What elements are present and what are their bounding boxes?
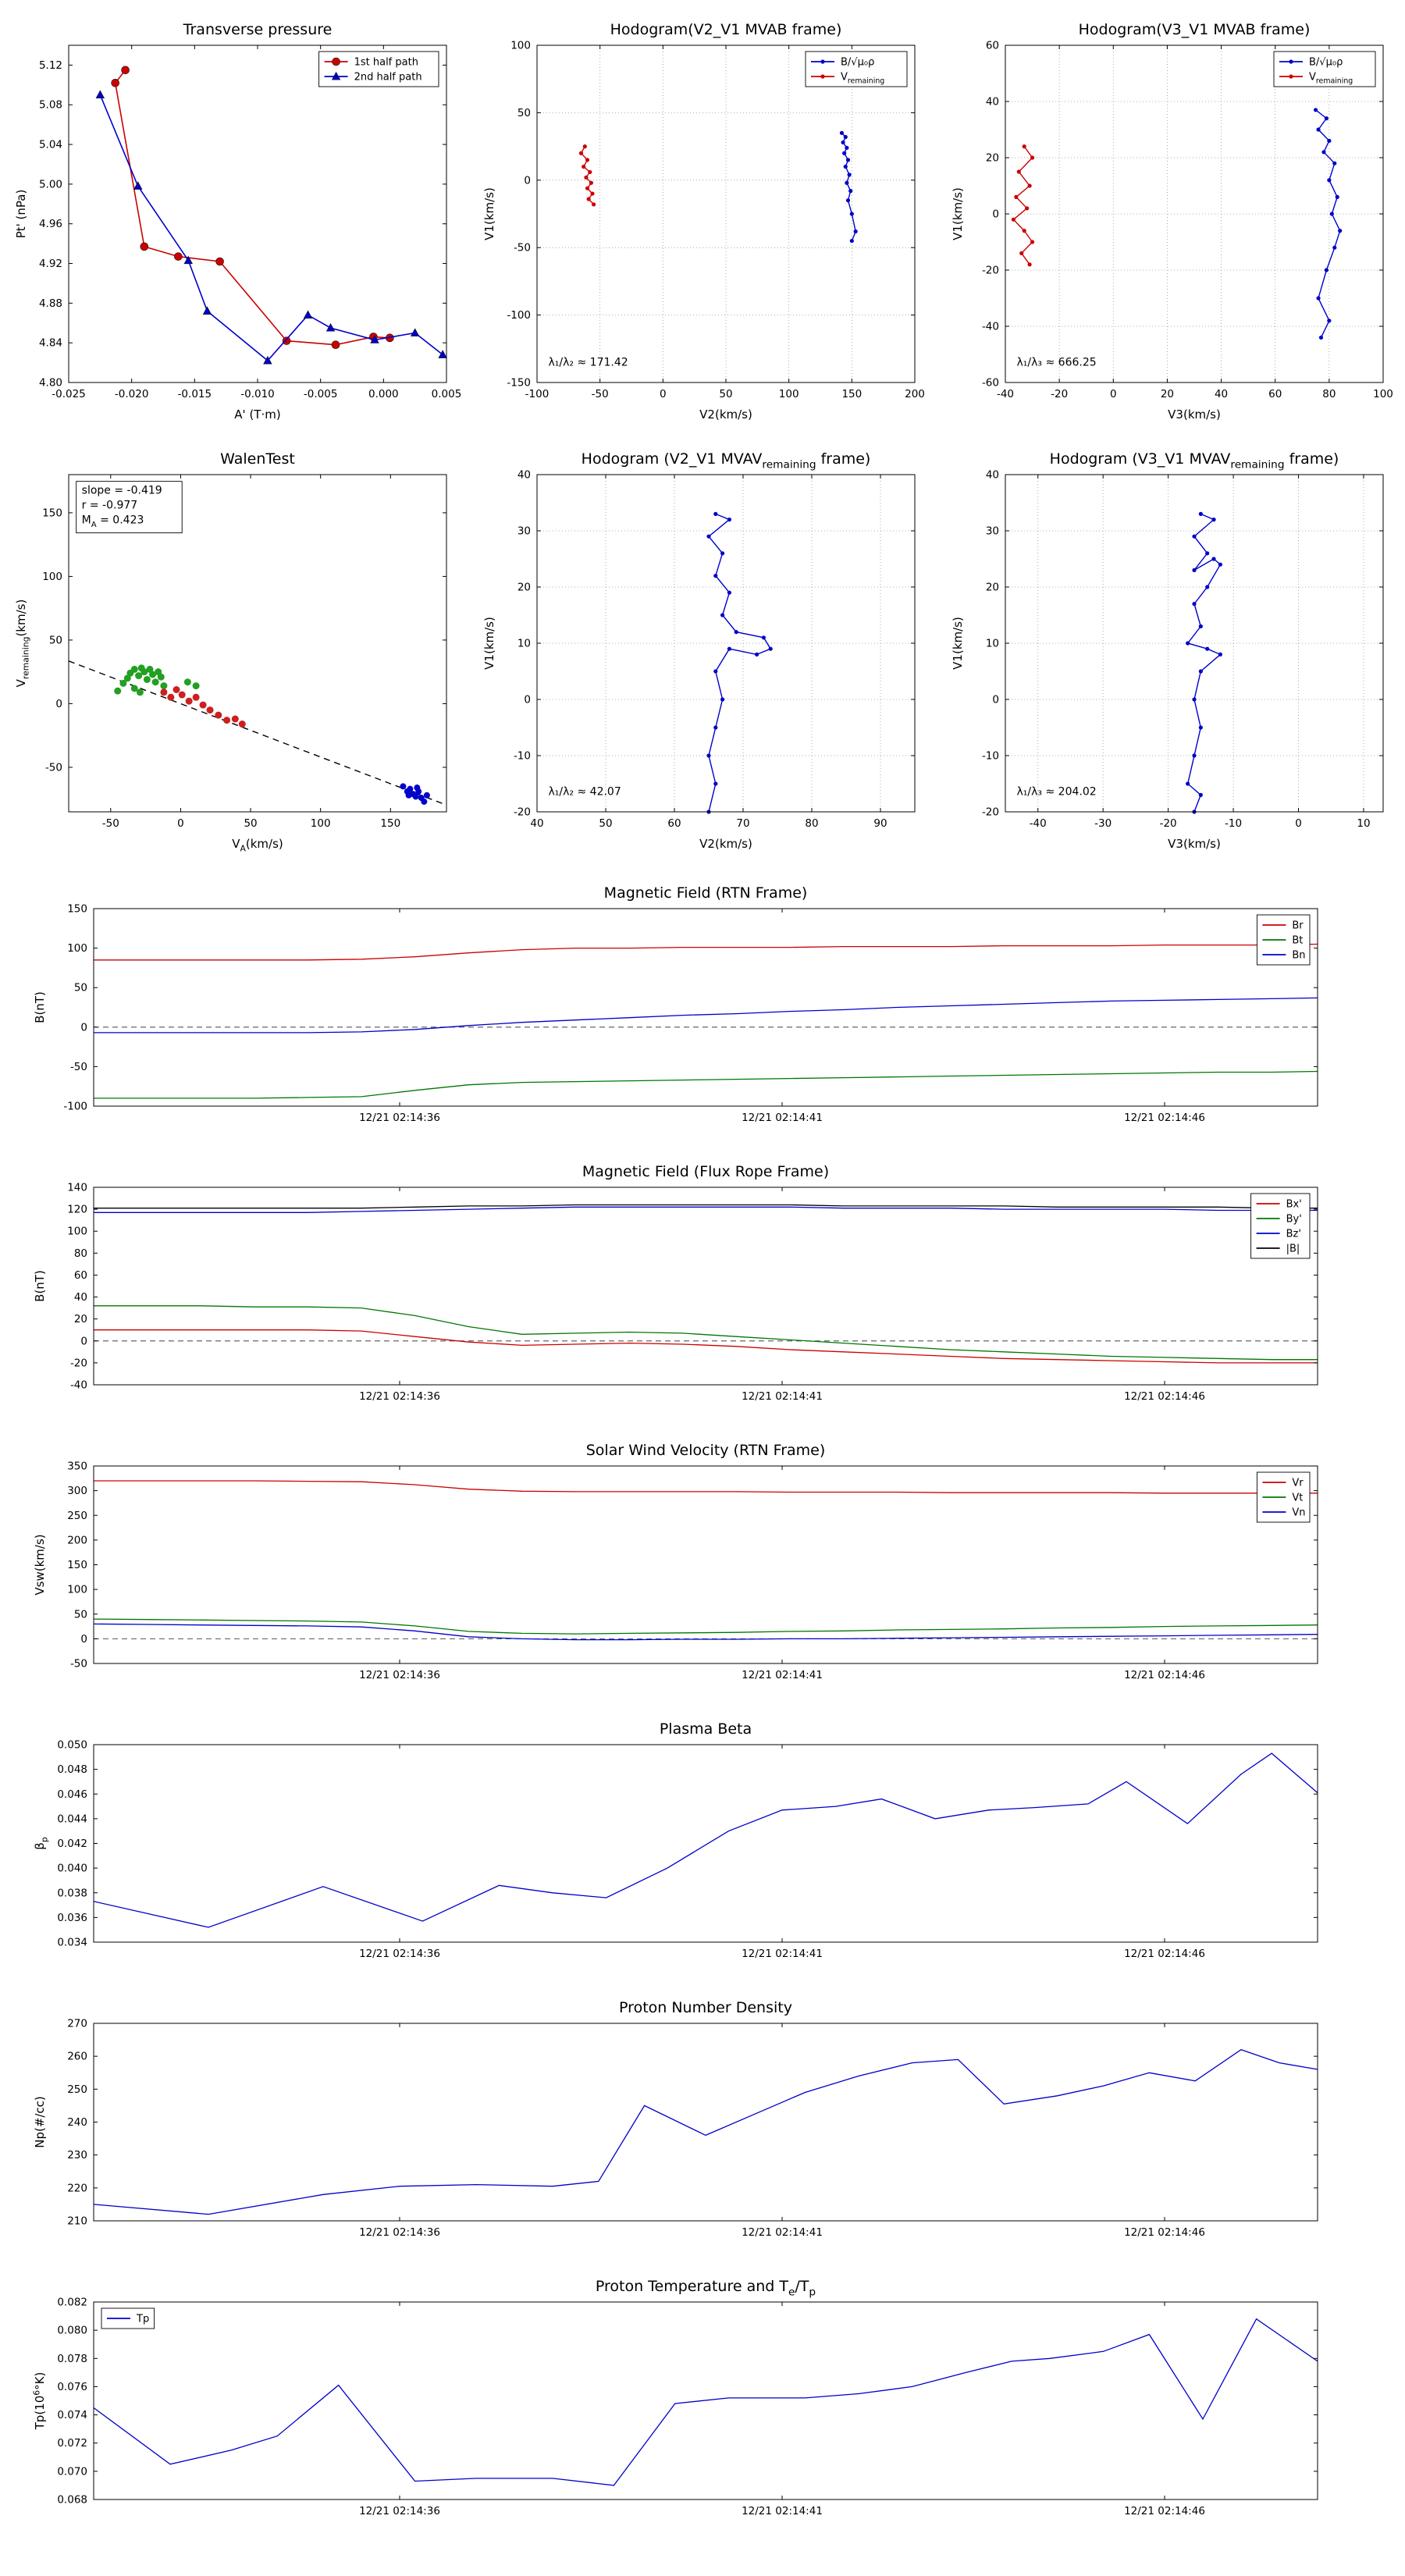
svg-text:Hodogram(V3_V1 MVAB frame): Hodogram(V3_V1 MVAB frame)	[1078, 21, 1311, 38]
svg-text:WalenTest: WalenTest	[220, 450, 295, 468]
svg-text:Hodogram(V2_V1 MVAB frame): Hodogram(V2_V1 MVAB frame)	[610, 21, 842, 38]
svg-text:80: 80	[805, 817, 819, 830]
svg-text:VA(km/s): $V_A(km/s)$	[232, 837, 283, 854]
svg-text:0.068: 0.068	[57, 2493, 87, 2507]
svg-text:Pt' (nPa): Pt' (nPa)	[14, 189, 28, 239]
svg-text:0: 0	[80, 1632, 87, 1646]
svg-text:-50: -50	[513, 241, 531, 254]
svg-text:-10: -10	[981, 749, 999, 763]
svg-text:150: 150	[380, 817, 401, 830]
svg-text:40: 40	[530, 817, 544, 830]
svg-text:0.038: 0.038	[57, 1887, 87, 1900]
svg-text:0.042: 0.042	[57, 1838, 87, 1850]
svg-text:1st half path: 1st half path	[354, 56, 418, 69]
svg-text:Proton Temperature and Te/Tp: Proton Temperature and $T_e/T_p$	[595, 2278, 816, 2299]
svg-text:0.076: 0.076	[57, 2380, 87, 2393]
svg-text:60: 60	[667, 817, 681, 830]
svg-text:Vremaining: $V_{remaining}$	[1309, 71, 1353, 86]
svg-text:80: 80	[1322, 388, 1336, 400]
svg-text:-10: -10	[513, 749, 531, 763]
svg-text:4.88: 4.88	[38, 297, 62, 310]
svg-text:-60: -60	[981, 376, 999, 390]
svg-text:-0.005: -0.005	[303, 388, 338, 400]
svg-text:-50: -50	[69, 1060, 87, 1073]
svg-text:A' (T·m): A' (T·m)	[234, 407, 281, 422]
svg-text:210: 210	[67, 2215, 87, 2228]
svg-text:Tp: Tp	[137, 2313, 150, 2325]
svg-text:-0.015: -0.015	[177, 388, 212, 400]
svg-text:5.04: 5.04	[38, 138, 62, 151]
chart-proton-temperature	[0, 2268, 1405, 2537]
svg-text:λ₁/λ₂ ≈ 171.42: λ₁/λ₂ ≈ 171.42	[548, 356, 628, 369]
svg-text:12/21 02:14:41: 12/21 02:14:41	[742, 1112, 823, 1124]
svg-text:40: 40	[73, 1291, 87, 1304]
svg-text:-30: -30	[1094, 817, 1112, 830]
svg-text:12/21 02:14:36: 12/21 02:14:36	[359, 1669, 440, 1681]
svg-text:-40: -40	[1029, 817, 1047, 830]
svg-text:0.046: 0.046	[57, 1788, 87, 1801]
svg-text:V1(km/s): V1(km/s)	[951, 617, 965, 670]
svg-text:MA = 0.423: $M_A = 0.423$	[81, 514, 144, 529]
svg-text:12/21 02:14:36: 12/21 02:14:36	[359, 2505, 440, 2517]
svg-text:Tp(106°K): $Tp(10^6^\circ K)$	[31, 2371, 47, 2430]
svg-text:12/21 02:14:36: 12/21 02:14:36	[359, 1948, 440, 1960]
svg-text:Bz': Bz'	[1286, 1228, 1301, 1240]
svg-text:0.074: 0.074	[57, 2409, 87, 2422]
svg-text:100: 100	[67, 1583, 87, 1596]
svg-text:Vremaining(km/s): $V_{remaining}(km/s)$	[14, 599, 31, 688]
svg-text:|B|: |B|	[1286, 1243, 1300, 1255]
svg-text:Bt: Bt	[1292, 934, 1304, 947]
svg-text:5.00: 5.00	[38, 178, 62, 191]
svg-text:120: 120	[67, 1203, 87, 1216]
chart-hodogram-v2v1-mvav-remaining	[468, 436, 937, 865]
svg-text:-10: -10	[1225, 817, 1243, 830]
svg-text:20: 20	[73, 1313, 87, 1326]
svg-text:4.84: 4.84	[38, 336, 62, 350]
chart-plasma-beta	[0, 1710, 1405, 1980]
svg-text:Vn: Vn	[1292, 1507, 1306, 1519]
svg-text:40: 40	[985, 95, 999, 109]
svg-text:0.000: 0.000	[368, 388, 399, 400]
svg-text:60: 60	[985, 39, 999, 52]
svg-text:260: 260	[67, 2050, 87, 2063]
svg-text:12/21 02:14:41: 12/21 02:14:41	[742, 2226, 823, 2239]
svg-text:350: 350	[67, 1460, 87, 1473]
svg-text:Hodogram (V3_V1 MVAVremaining: Hodogram (V3_V1 $MVAV_{remaining}$ frame)	[1049, 450, 1339, 471]
svg-text:V3(km/s): V3(km/s)	[1168, 407, 1221, 422]
svg-text:250: 250	[67, 1509, 87, 1522]
svg-text:0.044: 0.044	[57, 1813, 87, 1826]
svg-text:100: 100	[1373, 388, 1393, 400]
svg-text:12/21 02:14:46: 12/21 02:14:46	[1124, 1669, 1205, 1681]
svg-text:-20: -20	[1159, 817, 1177, 830]
svg-text:0: 0	[1109, 388, 1117, 400]
svg-text:0.048: 0.048	[57, 1763, 87, 1777]
svg-text:2nd half path: 2nd half path	[354, 71, 422, 84]
svg-text:60: 60	[73, 1268, 87, 1282]
svg-text:230: 230	[67, 2149, 87, 2162]
svg-text:Vr: Vr	[1292, 1477, 1304, 1489]
svg-text:250: 250	[67, 2083, 87, 2096]
top-row-1	[0, 6, 1405, 436]
svg-text:200: 200	[905, 388, 925, 400]
svg-text:150: 150	[67, 1559, 87, 1571]
svg-text:50: 50	[73, 981, 87, 994]
svg-text:-0.010: -0.010	[240, 388, 275, 400]
svg-text:40: 40	[985, 468, 999, 482]
svg-text:0.036: 0.036	[57, 1911, 87, 1924]
svg-text:V2(km/s): V2(km/s)	[699, 407, 752, 422]
svg-text:B/√μ₀ρ: B/√μ₀ρ	[1309, 56, 1343, 69]
svg-text:-50: -50	[101, 817, 119, 830]
svg-text:λ₁/λ₂ ≈ 42.07: λ₁/λ₂ ≈ 42.07	[548, 785, 621, 799]
svg-text:12/21 02:14:36: 12/21 02:14:36	[359, 1390, 440, 1403]
svg-text:0: 0	[660, 388, 667, 400]
svg-text:12/21 02:14:41: 12/21 02:14:41	[742, 1948, 823, 1960]
svg-text:-20: -20	[981, 264, 999, 277]
svg-text:0.034: 0.034	[57, 1936, 87, 1949]
svg-text:100: 100	[67, 942, 87, 955]
svg-text:-0.025: -0.025	[52, 388, 86, 400]
svg-text:0: 0	[524, 693, 531, 706]
svg-text:0.040: 0.040	[57, 1862, 87, 1875]
svg-text:0.072: 0.072	[57, 2437, 87, 2450]
svg-text:-50: -50	[69, 1657, 87, 1670]
svg-text:Vsw(km/s): Vsw(km/s)	[33, 1534, 47, 1596]
svg-text:Br: Br	[1292, 920, 1304, 932]
svg-text:100: 100	[778, 388, 799, 400]
svg-text:-20: -20	[1051, 388, 1069, 400]
svg-text:0.082: 0.082	[57, 2296, 87, 2309]
svg-text:-0.020: -0.020	[114, 388, 149, 400]
svg-text:50: 50	[719, 388, 733, 400]
svg-text:5.12: 5.12	[38, 59, 62, 72]
svg-text:B/√μ₀ρ: B/√μ₀ρ	[841, 56, 875, 69]
chart-transverse-pressure	[0, 6, 468, 436]
chart-solar-wind-velocity	[0, 1432, 1405, 1701]
svg-text:V2(km/s): V2(km/s)	[699, 837, 752, 851]
svg-text:B(nT): B(nT)	[33, 991, 47, 1023]
svg-text:-50: -50	[44, 761, 62, 774]
svg-text:150: 150	[42, 507, 62, 520]
svg-text:Vt: Vt	[1292, 1492, 1304, 1504]
svg-text:140: 140	[67, 1181, 87, 1194]
svg-text:50: 50	[48, 634, 62, 647]
svg-text:0: 0	[524, 174, 531, 187]
svg-text:150: 150	[841, 388, 863, 400]
svg-text:-100: -100	[63, 1100, 87, 1113]
svg-text:100: 100	[67, 1225, 87, 1238]
svg-text:-100: -100	[507, 309, 531, 322]
svg-text:20: 20	[517, 581, 531, 594]
svg-text:4.80: 4.80	[38, 376, 62, 390]
svg-text:-150: -150	[507, 376, 531, 390]
svg-text:12/21 02:14:41: 12/21 02:14:41	[742, 1669, 823, 1681]
chart-magnetic-field-rtn	[0, 874, 1405, 1144]
svg-text:0: 0	[80, 1021, 87, 1034]
svg-text:50: 50	[73, 1608, 87, 1621]
svg-text:100: 100	[310, 817, 331, 830]
svg-text:0: 0	[1295, 817, 1302, 830]
svg-text:Hodogram (V2_V1 MVAVremaining: Hodogram (V2_V1 $MVAV_{remaining}$ frame)	[581, 450, 871, 471]
svg-text:90: 90	[873, 817, 887, 830]
svg-text:12/21 02:14:46: 12/21 02:14:46	[1124, 2505, 1205, 2517]
svg-text:-20: -20	[69, 1357, 87, 1370]
svg-text:0.070: 0.070	[57, 2465, 87, 2478]
svg-text:50: 50	[517, 106, 531, 119]
chart-proton-number-density	[0, 1989, 1405, 2258]
svg-text:V1(km/s): V1(km/s)	[482, 617, 496, 670]
svg-text:Np(#/cc): Np(#/cc)	[33, 2096, 47, 2148]
svg-text:12/21 02:14:41: 12/21 02:14:41	[742, 1390, 823, 1403]
svg-text:20: 20	[985, 151, 999, 165]
svg-text:-100: -100	[525, 388, 550, 400]
svg-text:0: 0	[80, 1335, 87, 1348]
svg-text:V1(km/s): V1(km/s)	[482, 187, 496, 240]
svg-text:Solar Wind Velocity (RTN Frame: Solar Wind Velocity (RTN Frame)	[585, 1442, 826, 1459]
svg-text:12/21 02:14:41: 12/21 02:14:41	[742, 2505, 823, 2517]
svg-text:r = -0.977: r = -0.977	[81, 499, 138, 512]
svg-text:10: 10	[517, 637, 531, 650]
chart-hodogram-v3v1-mvav-remaining	[937, 436, 1405, 865]
svg-text:V3(km/s): V3(km/s)	[1168, 837, 1221, 851]
svg-text:Magnetic Field (RTN Frame): Magnetic Field (RTN Frame)	[603, 884, 808, 902]
svg-text:slope = -0.419: slope = -0.419	[81, 484, 162, 497]
svg-text:240: 240	[67, 2116, 87, 2129]
svg-text:12/21 02:14:46: 12/21 02:14:46	[1124, 2226, 1205, 2239]
svg-text:12/21 02:14:46: 12/21 02:14:46	[1124, 1390, 1205, 1403]
svg-text:270: 270	[67, 2017, 87, 2030]
svg-text:Proton Number Density: Proton Number Density	[619, 1999, 792, 2016]
svg-text:12/21 02:14:46: 12/21 02:14:46	[1124, 1948, 1205, 1960]
svg-text:λ₁/λ₃ ≈ 666.25: λ₁/λ₃ ≈ 666.25	[1016, 356, 1097, 369]
svg-text:-20: -20	[981, 806, 999, 819]
chart-hodogram-v3v1-mvab	[937, 6, 1405, 436]
svg-text:12/21 02:14:36: 12/21 02:14:36	[359, 1112, 440, 1124]
svg-text:0: 0	[177, 817, 184, 830]
svg-text:0.005: 0.005	[431, 388, 462, 400]
svg-text:30: 30	[985, 525, 999, 538]
svg-text:-50: -50	[591, 388, 609, 400]
svg-text:-20: -20	[513, 806, 531, 819]
svg-text:12/21 02:14:46: 12/21 02:14:46	[1124, 1112, 1205, 1124]
svg-text:0.078: 0.078	[57, 2352, 87, 2365]
svg-text:60: 60	[1268, 388, 1282, 400]
svg-text:-40: -40	[981, 320, 999, 333]
svg-text:200: 200	[67, 1534, 87, 1547]
svg-text:12/21 02:14:36: 12/21 02:14:36	[359, 2226, 440, 2239]
svg-text:100: 100	[42, 570, 62, 583]
svg-text:B(nT): B(nT)	[33, 1270, 47, 1302]
svg-text:0.080: 0.080	[57, 2324, 87, 2337]
svg-text:4.92: 4.92	[38, 258, 62, 271]
svg-text:λ₁/λ₃ ≈ 204.02: λ₁/λ₃ ≈ 204.02	[1016, 785, 1097, 799]
chart-walen-test	[0, 436, 468, 865]
svg-text:300: 300	[67, 1485, 87, 1498]
svg-text:5.08: 5.08	[38, 98, 62, 112]
svg-text:40: 40	[517, 468, 531, 482]
svg-text:40: 40	[1214, 388, 1229, 400]
svg-text:Transverse pressure: Transverse pressure	[183, 21, 333, 38]
svg-text:80: 80	[73, 1247, 87, 1260]
svg-text:0: 0	[55, 697, 62, 710]
svg-text:Plasma Beta: Plasma Beta	[659, 1720, 752, 1738]
svg-text:50: 50	[244, 817, 258, 830]
svg-text:50: 50	[599, 817, 613, 830]
svg-text:Vremaining: $V_{remaining}$	[841, 71, 885, 86]
svg-text:4.96: 4.96	[38, 218, 62, 231]
svg-text:0.050: 0.050	[57, 1738, 87, 1752]
svg-text:βp: $\beta_p$	[33, 1837, 50, 1850]
svg-text:-40: -40	[996, 388, 1015, 400]
svg-text:0: 0	[992, 208, 999, 221]
svg-text:Magnetic Field (Flux Rope Fram: Magnetic Field (Flux Rope Frame)	[582, 1163, 830, 1180]
svg-text:-40: -40	[69, 1379, 87, 1392]
svg-text:Bx': Bx'	[1286, 1198, 1302, 1211]
svg-text:By': By'	[1286, 1213, 1302, 1226]
svg-text:20: 20	[985, 581, 999, 594]
svg-text:10: 10	[1357, 817, 1371, 830]
svg-text:10: 10	[985, 637, 999, 650]
top-row-2	[0, 436, 1405, 865]
chart-hodogram-v2v1-mvab	[468, 6, 937, 436]
svg-text:Bn: Bn	[1292, 949, 1306, 962]
svg-text:70: 70	[736, 817, 750, 830]
svg-text:V1(km/s): V1(km/s)	[951, 187, 965, 240]
svg-text:20: 20	[1160, 388, 1175, 400]
svg-text:0: 0	[992, 693, 999, 706]
svg-text:100: 100	[510, 39, 531, 52]
svg-text:150: 150	[67, 902, 87, 916]
chart-magnetic-field-flux-rope	[0, 1153, 1405, 1422]
svg-text:220: 220	[67, 2182, 87, 2195]
svg-text:30: 30	[517, 525, 531, 538]
